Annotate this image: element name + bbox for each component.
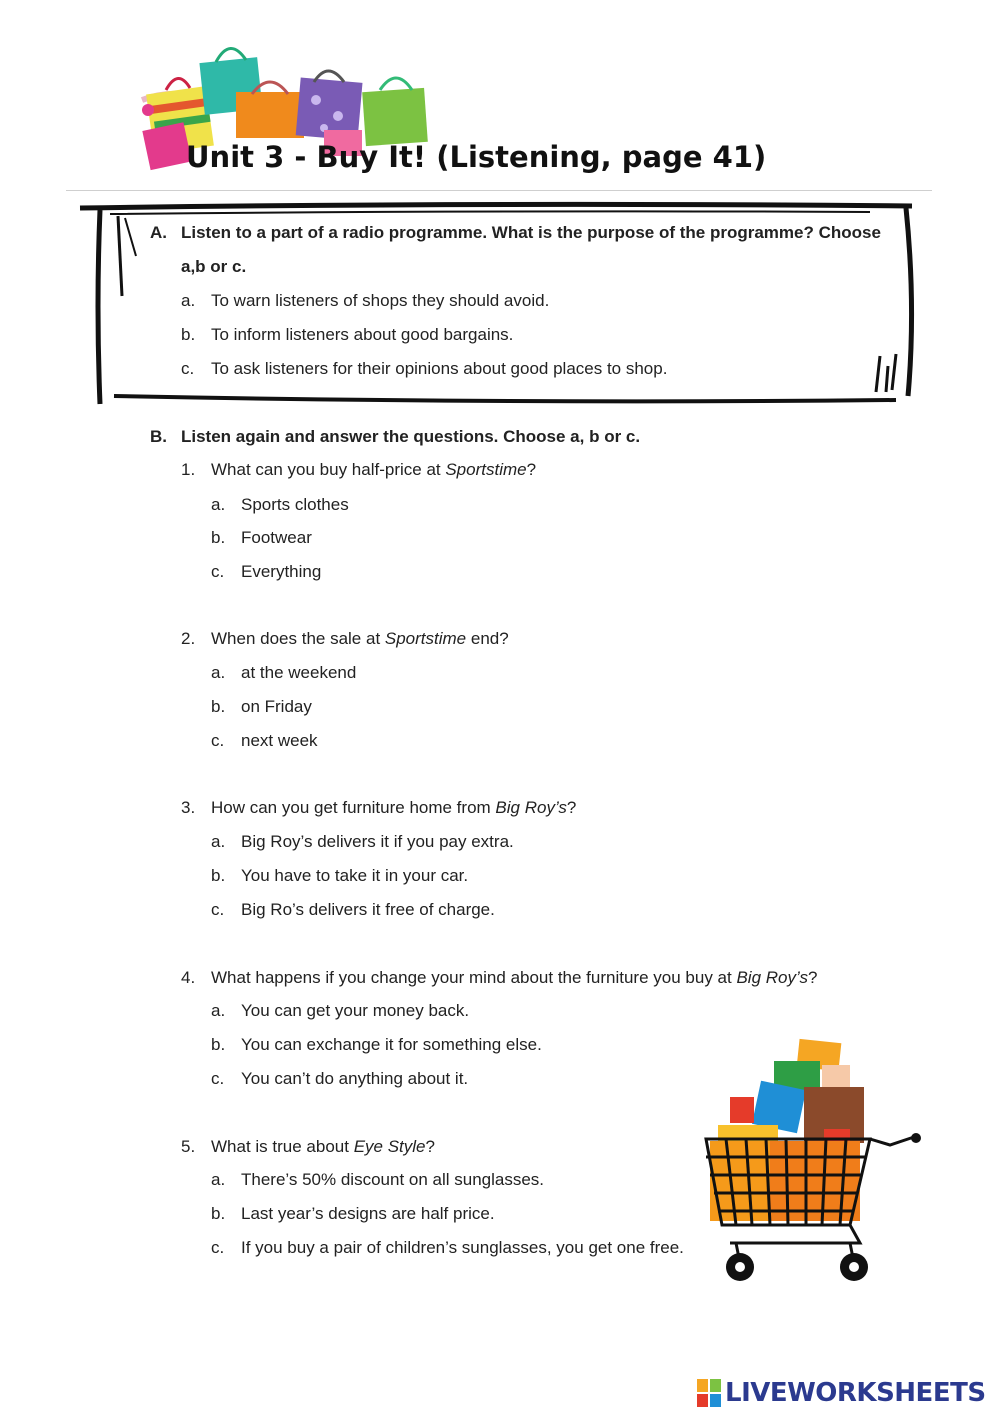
option-letter: c. <box>211 731 225 750</box>
question-1-text: What can you buy half-price at Sportstime? <box>211 460 537 479</box>
question-3-text: How can you get furniture home from Big Roy’s? <box>211 798 577 817</box>
section-a-prompt-line2: a,b or c. <box>181 257 247 276</box>
question-number: 2. <box>181 629 196 648</box>
option-letter: a. <box>211 495 226 514</box>
section-a-prompt-line1: Listen to a part of a radio programme. What is the purpose of the programme? Choose <box>181 223 881 242</box>
option-letter: a. <box>211 832 226 851</box>
question-number: 5. <box>181 1137 196 1156</box>
question-4-option-a[interactable]: You can get your money back. <box>241 1001 470 1020</box>
option-letter: c. <box>211 1238 225 1257</box>
question-1-option-b[interactable]: Footwear <box>241 528 312 547</box>
option-letter: c. <box>211 900 225 919</box>
option-letter: b. <box>211 528 226 547</box>
option-letter: c. <box>211 1069 225 1088</box>
section-a-option-b[interactable]: To inform listeners about good bargains. <box>211 325 514 344</box>
question-2-option-a[interactable]: at the weekend <box>241 663 357 682</box>
question-4-option-c[interactable]: You can’t do anything about it. <box>241 1069 469 1088</box>
question-2-option-b[interactable]: on Friday <box>241 697 312 716</box>
shopping-cart-illustration <box>700 1035 930 1325</box>
option-letter: a. <box>211 1170 226 1189</box>
section-b-marker: B. <box>150 427 167 446</box>
header-divider <box>66 190 932 191</box>
question-number: 3. <box>181 798 196 817</box>
question-2-option-c[interactable]: next week <box>241 731 318 750</box>
option-letter: b. <box>181 325 196 344</box>
question-3-option-b[interactable]: You have to take it in your car. <box>241 866 469 885</box>
question-5-option-a[interactable]: There’s 50% discount on all sunglasses. <box>241 1170 545 1189</box>
option-letter: b. <box>211 1204 226 1223</box>
question-5-text: What is true about Eye Style? <box>211 1137 435 1156</box>
section-a-option-a[interactable]: To warn listeners of shops they should avoid. <box>211 291 550 310</box>
section-a-option-c[interactable]: To ask listeners for their opinions about good places to shop. <box>211 359 668 378</box>
option-letter: a. <box>211 663 226 682</box>
question-3-option-a[interactable]: Big Roy’s delivers it if you pay extra. <box>241 832 514 851</box>
question-3-option-c[interactable]: Big Ro’s delivers it free of charge. <box>241 900 495 919</box>
option-letter: a. <box>181 291 196 310</box>
option-letter: b. <box>211 697 226 716</box>
logo-text: LIVEWORKSHEETS <box>725 1378 986 1408</box>
option-letter: c. <box>181 359 195 378</box>
section-b-prompt: Listen again and answer the questions. Choose a, b or c. <box>181 427 641 446</box>
option-letter: a. <box>211 1001 226 1020</box>
option-letter: b. <box>211 1035 226 1054</box>
option-letter: c. <box>211 562 225 581</box>
section-a-marker: A. <box>150 223 167 242</box>
question-number: 4. <box>181 968 196 987</box>
question-4-option-b[interactable]: You can exchange it for something else. <box>241 1035 542 1054</box>
question-4-text: What happens if you change your mind about the furniture you buy at Big Roy’s? <box>211 968 818 987</box>
page-title: Unit 3 - Buy It! (Listening, page 41) <box>186 140 767 174</box>
liveworksheets-logo[interactable] <box>697 1375 986 1411</box>
question-2-text: When does the sale at Sportstime end? <box>211 629 509 648</box>
question-5-option-b[interactable]: Last year’s designs are half price. <box>241 1204 495 1223</box>
option-letter: b. <box>211 866 226 885</box>
question-1-option-c[interactable]: Everything <box>241 562 322 581</box>
question-number: 1. <box>181 460 196 479</box>
question-1-option-a[interactable]: Sports clothes <box>241 495 349 514</box>
logo-badge-icon <box>697 1379 721 1407</box>
question-5-option-c[interactable]: If you buy a pair of children’s sunglasses, you get one free. <box>241 1238 684 1257</box>
